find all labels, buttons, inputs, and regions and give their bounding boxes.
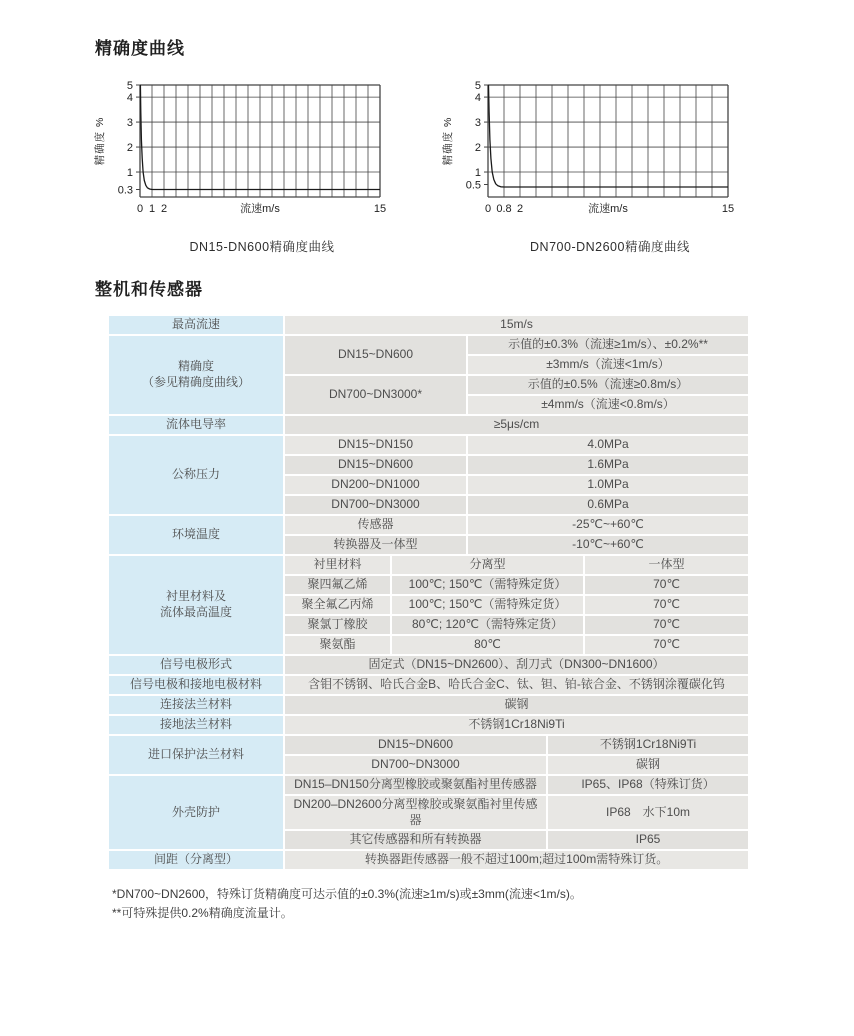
accuracy-charts-row (90, 77, 854, 255)
table-row (108, 335, 749, 355)
accuracy-range-dn700-dn3000: DN700~DN3000* (284, 375, 467, 415)
table-row (108, 555, 749, 575)
table-row (108, 415, 749, 435)
enclosure-scope: DN200–DN2600分离型橡胶或聚氨酯衬里传感器 (284, 795, 547, 830)
pressure-range: DN700~DN3000 (284, 495, 467, 515)
spec-value-connection-flange: 碳钢 (284, 695, 749, 715)
table-row (108, 675, 749, 695)
accuracy-chart-dn700-dn2600 (438, 77, 752, 229)
section-title-specs: 整机和传感器 (95, 280, 203, 299)
svg-text:2: 2 (160, 203, 168, 215)
svg-text:5: 5 (474, 80, 481, 92)
svg-text:3: 3 (474, 117, 481, 130)
spec-label-grounding-flange: 接地法兰材料 (108, 715, 284, 735)
lining-material: 聚全氟乙丙烯 (284, 595, 391, 615)
table-row (108, 715, 749, 735)
ambient-value: -25℃~+60℃ (467, 515, 749, 535)
svg-text:流速m/s: 流速m/s (588, 203, 628, 215)
table-row (108, 315, 749, 335)
inlet-flange-range: DN700~DN3000 (284, 755, 547, 775)
table-row (108, 695, 749, 715)
lining-remote-temp: 100℃; 150℃（需特殊定货） (391, 595, 584, 615)
footnote-2: **可特殊提供0.2%精确度流量计。 (112, 906, 293, 921)
enclosure-rating: IP68 水下10m (547, 795, 749, 830)
pressure-value: 1.6MPa (467, 455, 749, 475)
footnotes (112, 885, 854, 923)
lining-label-line2: 流体最高温度 (159, 605, 232, 619)
accuracy-value: ±4mm/s（流速<0.8m/s） (467, 395, 749, 415)
accuracy-label-line1: 精确度 (177, 359, 214, 374)
lining-header-remote: 分离型 (391, 555, 584, 575)
accuracy-range-dn15-dn600: DN15~DN600 (284, 335, 467, 375)
pressure-value: 1.0MPa (467, 475, 749, 495)
svg-text:精确度 %: 精确度 % (94, 116, 106, 166)
pressure-value: 4.0MPa (467, 435, 749, 455)
spec-label-max-velocity: 最高流速 (108, 315, 284, 335)
table-row (108, 655, 749, 675)
svg-text:0.3: 0.3 (117, 184, 133, 197)
svg-text:2: 2 (474, 142, 481, 155)
svg-text:4: 4 (126, 92, 133, 105)
svg-text:4: 4 (474, 92, 481, 105)
accuracy-value: 示值的±0.3%（流速≥1m/s）、±0.2%** (467, 335, 749, 355)
lining-integral-temp: 70℃ (584, 575, 749, 595)
lining-integral-temp: 70℃ (584, 635, 749, 655)
spec-label-enclosure: 外壳防护 (108, 775, 284, 850)
ambient-part: 传感器 (284, 515, 467, 535)
table-row (108, 775, 749, 795)
spec-label-electrode-material: 信号电极和接地电极材料 (108, 675, 284, 695)
lining-header-integral: 一体型 (584, 555, 749, 575)
svg-text:3: 3 (126, 117, 133, 130)
spec-value-conductivity: ≥5μs/cm (284, 415, 749, 435)
ambient-part: 转换器及一体型 (284, 535, 467, 555)
svg-text:2: 2 (126, 142, 133, 155)
table-row (108, 850, 749, 870)
spec-label-inlet-flange: 进口保护法兰材料 (108, 735, 284, 775)
lining-integral-temp: 70℃ (584, 615, 749, 635)
inlet-flange-material: 碳钢 (547, 755, 749, 775)
lining-label-line1: 衬里材料及 (165, 589, 226, 604)
section-title-accuracy-curves: 精确度曲线 (95, 39, 185, 58)
enclosure-scope: 其它传感器和所有转换器 (284, 830, 547, 850)
spec-table (107, 314, 750, 871)
spec-label-ambient-temp: 环境温度 (108, 515, 284, 555)
chart-caption-dn700-dn2600: DN700-DN2600精确度曲线 (530, 240, 690, 254)
lining-remote-temp: 80℃ (391, 635, 584, 655)
table-row (108, 435, 749, 455)
lining-remote-temp: 80℃; 120℃（需特殊定货） (391, 615, 584, 635)
accuracy-label-line2: （参见精确度曲线） (141, 375, 250, 389)
accuracy-chart-dn15-dn600 (90, 77, 404, 229)
pressure-range: DN15~DN150 (284, 435, 467, 455)
lining-material: 聚四氟乙烯 (284, 575, 391, 595)
ambient-value: -10℃~+60℃ (467, 535, 749, 555)
svg-text:1: 1 (148, 203, 156, 215)
spec-value-electrode-material: 含钼不锈钢、哈氏合金B、哈氏合金C、钛、钽、铂-铱合金、不锈钢涂覆碳化钨 (284, 675, 749, 695)
svg-text:15: 15 (721, 203, 735, 215)
svg-text:0.5: 0.5 (465, 179, 481, 192)
lining-material: 聚氯丁橡胶 (284, 615, 391, 635)
svg-text:0.8: 0.8 (496, 203, 512, 215)
spec-value-spacing: 转换器距传感器一般不超过100m;超过100m需特殊订货。 (284, 850, 749, 870)
spec-label-accuracy (108, 335, 284, 415)
enclosure-rating: IP65、IP68（特殊订货） (547, 775, 749, 795)
lining-integral-temp: 70℃ (584, 595, 749, 615)
svg-text:0: 0 (484, 203, 492, 215)
spec-label-lining (108, 555, 284, 655)
spec-label-connection-flange: 连接法兰材料 (108, 695, 284, 715)
table-row (108, 735, 749, 755)
svg-text:1: 1 (474, 167, 481, 180)
table-row (108, 515, 749, 535)
spec-label-pressure: 公称压力 (108, 435, 284, 515)
pressure-range: DN15~DN600 (284, 455, 467, 475)
enclosure-rating: IP65 (547, 830, 749, 850)
enclosure-scope: DN15–DN150分离型橡胶或聚氨酯衬里传感器 (284, 775, 547, 795)
svg-text:0: 0 (136, 203, 144, 215)
spec-value-electrode-type: 固定式（DN15~DN2600）、刮刀式（DN300~DN1600） (284, 655, 749, 675)
spec-label-conductivity: 流体电导率 (108, 415, 284, 435)
spec-value-max-velocity: 15m/s (284, 315, 749, 335)
accuracy-value: ±3mm/s（流速<1m/s） (467, 355, 749, 375)
chart-block-dn700-dn2600 (438, 77, 752, 255)
svg-text:5: 5 (126, 80, 133, 92)
inlet-flange-range: DN15~DN600 (284, 735, 547, 755)
svg-text:精确度 %: 精确度 % (442, 116, 454, 166)
svg-text:1: 1 (126, 167, 133, 180)
footnote-1: *DN700~DN2600，特殊订货精确度可达示值的±0.3%(流速≥1m/s)或±3mm(流速<1m/s)。 (112, 887, 582, 902)
spec-label-spacing: 间距（分离型） (108, 850, 284, 870)
pressure-range: DN200~DN1000 (284, 475, 467, 495)
spec-value-grounding-flange: 不锈钢1Cr18Ni9Ti (284, 715, 749, 735)
pressure-value: 0.6MPa (467, 495, 749, 515)
chart-block-dn15-dn600 (90, 77, 404, 255)
svg-text:2: 2 (516, 203, 524, 215)
spec-label-electrode-type: 信号电极形式 (108, 655, 284, 675)
lining-remote-temp: 100℃; 150℃（需特殊定货） (391, 575, 584, 595)
inlet-flange-material: 不锈钢1Cr18Ni9Ti (547, 735, 749, 755)
lining-header-material: 衬里材料 (284, 555, 391, 575)
svg-text:流速m/s: 流速m/s (240, 203, 280, 215)
lining-material: 聚氨酯 (284, 635, 391, 655)
chart-caption-dn15-dn600: DN15-DN600精确度曲线 (189, 240, 335, 254)
accuracy-value: 示值的±0.5%（流速≥0.8m/s） (467, 375, 749, 395)
svg-text:15: 15 (373, 203, 387, 215)
